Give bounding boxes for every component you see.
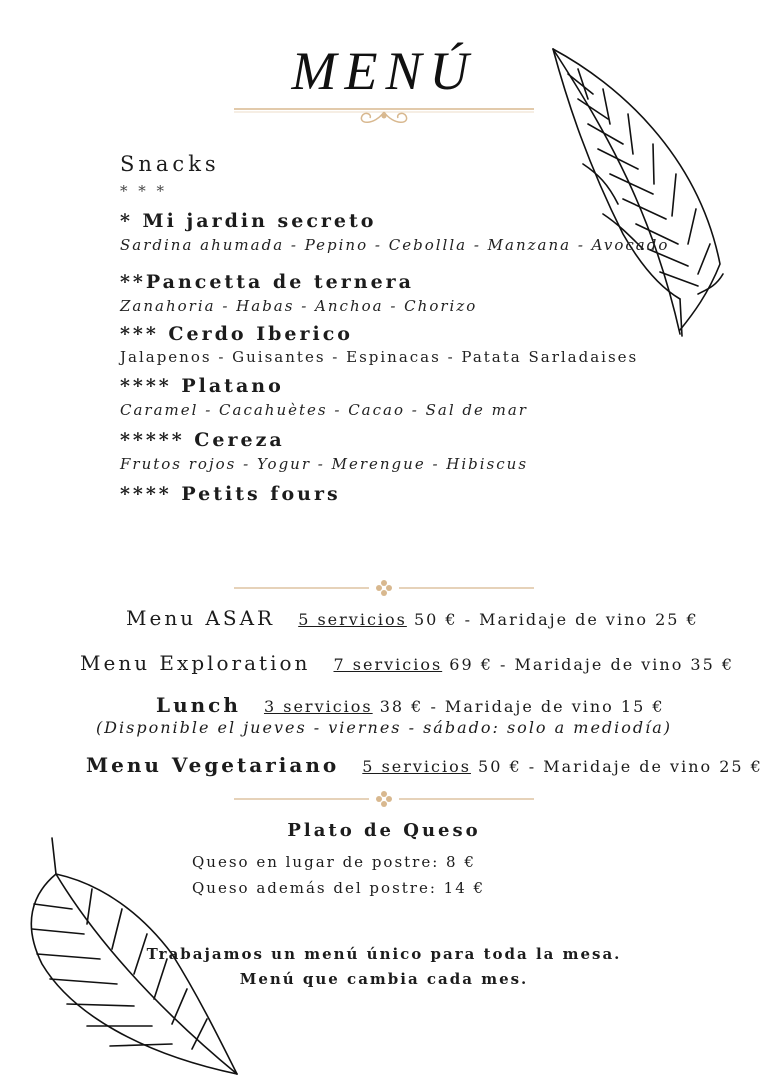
menu-servicios: 7 servicios	[333, 655, 443, 674]
menu-name: Menu Exploration	[80, 651, 311, 675]
dish-name: **** Platano	[120, 375, 284, 397]
queso-line: Queso además del postre: 14 €	[192, 879, 486, 897]
dish-name: **** Petits fours	[120, 483, 341, 505]
menu-row-vegetariano	[86, 753, 763, 777]
snacks-stars: * * *	[120, 182, 168, 200]
menu-price: 50 € - Maridaje de vino 25 €	[406, 610, 699, 629]
dish-name: *** Cerdo Iberico	[120, 323, 353, 345]
dish-name: ***** Cereza	[120, 429, 285, 451]
queso-heading: Plato de Queso	[287, 820, 481, 841]
title-ornament	[234, 100, 534, 130]
lunch-availability-note: (Disponible el jueves - viernes - sábado: solo a mediodía)	[95, 718, 673, 737]
menu-row-exploration	[80, 651, 734, 675]
menu-name: Menu Vegetariano	[86, 753, 340, 777]
menu-row-lunch	[156, 693, 665, 717]
footer-line: Trabajamos un menú único para toda la mesa.	[146, 945, 622, 963]
queso-line: Queso en lugar de postre: 8 €	[192, 853, 476, 871]
menu-name: Menu ASAR	[126, 606, 276, 630]
menu-servicios: 5 servicios	[298, 610, 407, 629]
dish-description: Caramel - Cacahuètes - Cacao - Sal de mar	[120, 401, 528, 419]
dish-description: Zanahoria - Habas - Anchoa - Chorizo	[120, 297, 478, 315]
menu-price: 69 € - Maridaje de vino 35 €	[442, 655, 735, 674]
footer-line: Menú que cambia cada mes.	[239, 970, 529, 988]
divider-ornament	[234, 580, 534, 596]
dish-name: **Pancetta de ternera	[120, 271, 414, 293]
feather-illustration-top	[548, 44, 748, 344]
dish-description: Jalapenos - Guisantes - Espinacas - Patata Sarladaises	[120, 348, 639, 366]
snacks-heading: Snacks	[120, 152, 220, 176]
dish-name: * Mi jardin secreto	[120, 210, 377, 232]
menu-price: 50 € - Maridaje de vino 25 €	[470, 757, 763, 776]
menu-name: Lunch	[156, 693, 241, 717]
dish-description: Frutos rojos - Yogur - Merengue - Hibiscus	[120, 455, 529, 473]
menu-servicios: 3 servicios	[263, 697, 373, 716]
menu-servicios: 5 servicios	[362, 757, 471, 776]
dish-description: Sardina ahumada - Pepino - Cebollla - Manzana - Avocado	[120, 236, 670, 254]
menu-row-asar	[126, 606, 699, 630]
divider-ornament	[234, 791, 534, 807]
page-title: MENÚ	[291, 41, 477, 101]
menu-price: 38 € - Maridaje de vino 15 €	[372, 697, 665, 716]
